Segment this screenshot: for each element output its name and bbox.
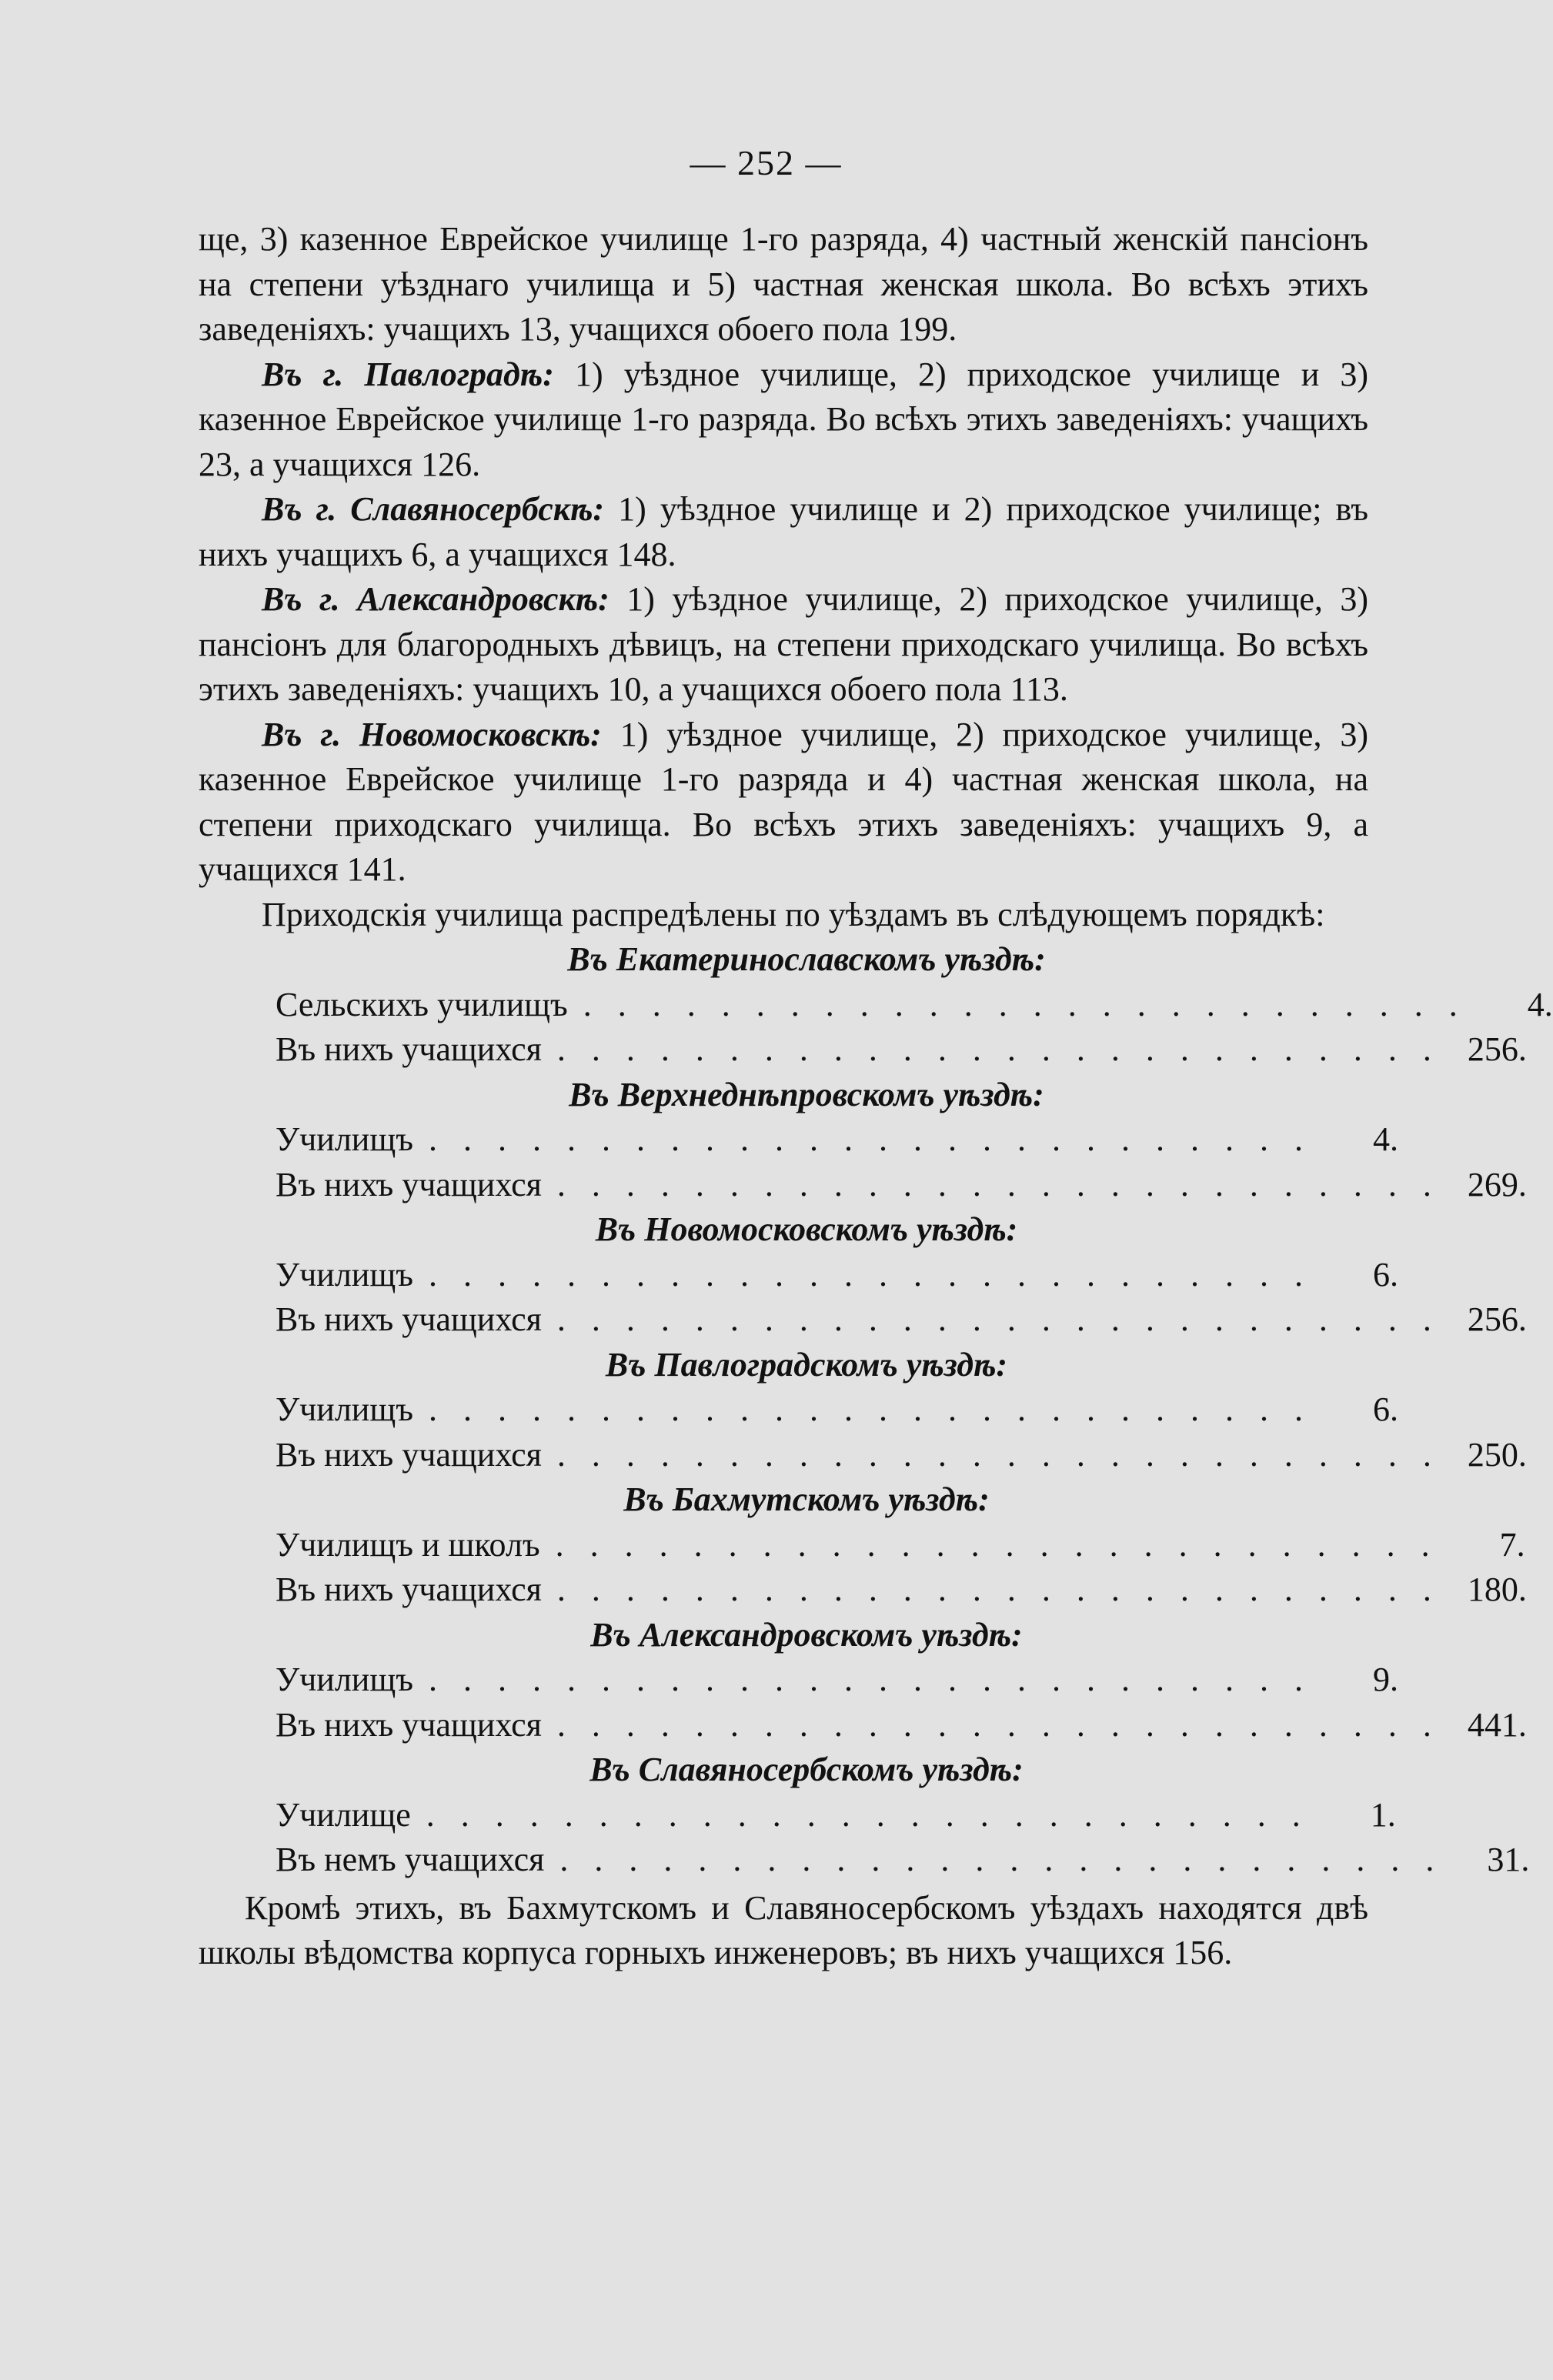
- leader-dots: ..........................: [556, 1435, 1458, 1474]
- district-heading: Въ Павлоградскомъ уѣздѣ:: [605, 1345, 1008, 1384]
- leader-dots: ..........................: [556, 1705, 1458, 1744]
- district-row: [199, 1567, 1527, 1613]
- closing-section: [199, 1886, 1368, 1976]
- leader-dots: ..........................: [426, 1795, 1327, 1834]
- district-row: [199, 1657, 1398, 1703]
- row-value: 441.: [1467, 1705, 1527, 1744]
- leader-dots: ..........................: [583, 985, 1484, 1023]
- district-heading: Въ Екатеринославскомъ уѣздѣ:: [567, 940, 1046, 978]
- row-label: Въ нихъ учащихся: [276, 1705, 542, 1744]
- row-value: 250.: [1467, 1435, 1527, 1474]
- district-row: [199, 1163, 1527, 1208]
- row-value: 180.: [1467, 1571, 1527, 1608]
- district-heading: Въ Славяносербскомъ уѣздѣ:: [589, 1751, 1024, 1788]
- page-number: — 252 —: [690, 143, 843, 182]
- leader-dots: ..........................: [555, 1525, 1456, 1564]
- town-name: Въ г. Новомосковскѣ:: [262, 715, 602, 753]
- district-row: [199, 1523, 1525, 1568]
- district-row: [199, 1253, 1398, 1298]
- leader-dots: ..........................: [428, 1390, 1329, 1428]
- leader-dots: ..........................: [556, 1571, 1458, 1608]
- row-value: 6.: [1372, 1255, 1398, 1293]
- town-name: Въ г. Павлоградѣ:: [262, 355, 554, 393]
- town-text: 1) уѣздное училище, 2) приходское училище, 3) пансіонъ для благородныхъ дѣвицъ, на степени приходскаго училища. Во всѣхъ этихъ заведеніяхъ: учащихъ 10, а учащихся обоего пола 113.: [199, 580, 1368, 708]
- district-heading: Въ Новомосковскомъ уѣздѣ:: [595, 1210, 1018, 1248]
- leader-dots: ..........................: [556, 1300, 1458, 1338]
- district-heading: Въ Верхнеднѣпровскомъ уѣздѣ:: [569, 1075, 1044, 1113]
- intro-paragraph: ще, 3) казенное Еврейское училище 1-го разряда, 4) частный женскій пансіонъ на степени уѣзднаго училища и 5) частная женская школа. Во всѣхъ этихъ заведеніяхъ: учащихъ 13, учащихся обоего пола 199.: [199, 220, 1368, 348]
- body-text: [199, 217, 1553, 1976]
- row-value: 1.: [1370, 1795, 1396, 1834]
- row-label: Сельскихъ училищъ: [276, 985, 568, 1023]
- town-name: Въ г. Славяносербскѣ:: [262, 490, 605, 528]
- district-row: [199, 1027, 1527, 1073]
- town-paragraph-slavyanoserbsk: [199, 487, 1368, 577]
- district-row: [199, 1117, 1398, 1163]
- row-value: 256.: [1467, 1030, 1527, 1068]
- row-label: Въ нихъ учащихся: [276, 1030, 542, 1068]
- row-label: Училищъ и школъ: [276, 1525, 540, 1564]
- row-label: Училище: [276, 1795, 411, 1834]
- district-heading: Въ Александровскомъ уѣздѣ:: [590, 1615, 1023, 1654]
- town-paragraph-pavlograd: [199, 352, 1368, 488]
- town-paragraph-aleksandrovsk: [199, 577, 1368, 713]
- distribution-intro: Приходскія училища распредѣлены по уѣздамъ въ слѣдующемъ порядкѣ:: [262, 895, 1325, 933]
- row-label: Въ нихъ учащихся: [276, 1571, 542, 1608]
- row-value: 6.: [1372, 1390, 1398, 1428]
- row-value: 9.: [1372, 1661, 1398, 1698]
- row-label: Училищъ: [276, 1255, 413, 1293]
- row-value: 4.: [1527, 985, 1553, 1023]
- town-text: 1) уѣздное училище и 2) приходское училище; въ нихъ учащихъ 6, а учащихся 148.: [199, 490, 1368, 573]
- leader-dots: ..........................: [559, 1841, 1461, 1878]
- town-paragraph-novomoskovsk: [199, 713, 1368, 893]
- district-row: [199, 1433, 1527, 1478]
- row-label: Въ нихъ учащихся: [276, 1435, 542, 1474]
- row-value: 31.: [1487, 1841, 1530, 1878]
- row-label: Въ нихъ учащихся: [276, 1165, 542, 1203]
- closing-paragraph: Кромѣ этихъ, въ Бахмутскомъ и Славяносербскомъ уѣздахъ находятся двѣ школы вѣдомства корпуса горныхъ инженеровъ; въ нихъ учащихся 156.: [199, 1888, 1368, 1971]
- row-label: Въ немъ учащихся: [276, 1841, 545, 1878]
- district-row: [199, 1387, 1398, 1433]
- leader-dots: ..........................: [428, 1661, 1329, 1698]
- town-name: Въ г. Александровскѣ:: [262, 580, 610, 618]
- town-text: 1) уѣздное училище, 2) приходское училище, 3) казенное Еврейское училище 1-го разряда и 4) частная женская школа, на степени приходскаго училища. Во всѣхъ этихъ заведеніяхъ: учащихъ 9, а учащихся 141.: [199, 715, 1368, 888]
- row-label: Въ нихъ учащихся: [276, 1300, 542, 1338]
- town-text: 1) уѣздное училище, 2) приходское училище и 3) казенное Еврейское училище 1-го разряда. Во всѣхъ этихъ заведеніяхъ: учащихъ 23, а учащихся 126.: [199, 355, 1368, 483]
- row-value: 4.: [1372, 1120, 1398, 1158]
- leader-dots: ..........................: [556, 1030, 1458, 1068]
- district-heading: Въ Бахмутскомъ уѣздѣ:: [623, 1480, 990, 1518]
- district-row: [199, 1297, 1527, 1343]
- district-row: [199, 983, 1553, 1028]
- district-row: [199, 1793, 1396, 1838]
- row-label: Училищъ: [276, 1661, 413, 1698]
- district-row: [199, 1838, 1530, 1883]
- leader-dots: ..........................: [428, 1120, 1329, 1158]
- row-value: 269.: [1467, 1165, 1527, 1203]
- leader-dots: ..........................: [428, 1255, 1329, 1293]
- leader-dots: ..........................: [556, 1165, 1458, 1203]
- row-value: 7.: [1499, 1525, 1525, 1564]
- row-label: Училищъ: [276, 1390, 413, 1428]
- district-row: [199, 1703, 1527, 1748]
- row-value: 256.: [1467, 1300, 1527, 1338]
- row-label: Училищъ: [276, 1120, 413, 1158]
